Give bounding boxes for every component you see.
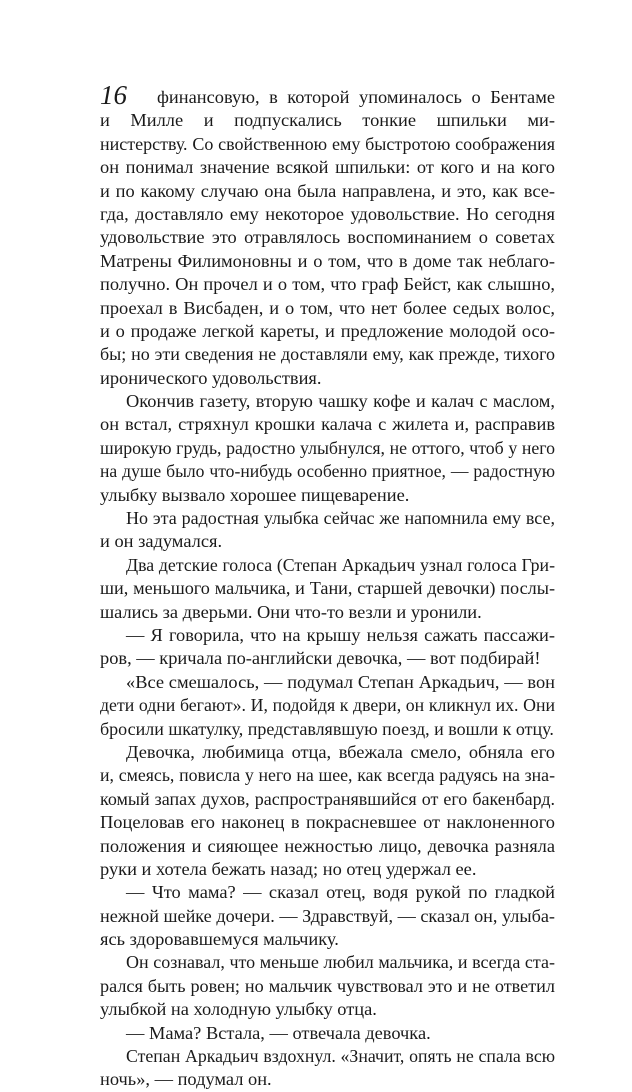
text-line: — Я говорила, что на крышу нельзя сажать пассажи-	[126, 624, 555, 645]
body-text	[100, 86, 555, 1092]
text-line: и, смеясь, повисла у него на шее, как всегда радуясь на зна-	[100, 765, 555, 786]
text-line: иронического удовольствия.	[100, 367, 322, 388]
text-line: Он сознавал, что меньше любил мальчика, и всегда ста-	[126, 952, 555, 973]
text-line: удовольствие это отравлялось воспоминанием о советах	[100, 227, 555, 248]
text-line: ши, меньшого мальчика, и Тани, старшей девочки) послы-	[100, 578, 555, 599]
text-line: финансовую, в которой упоминалось о Бентаме	[157, 87, 555, 107]
text-line: Окончив газету, вторую чашку кофе и калач с маслом,	[126, 391, 555, 412]
text-line: он встал, стряхнул крошки калача с жилета и, расправив	[100, 414, 555, 435]
text-line: — Мама? Встала, — отвечала девочка.	[126, 1022, 431, 1043]
text-line: гда, доставляло ему некоторое удовольствие. Но сегодня	[100, 203, 555, 224]
text-line: получно. Он прочел и о том, что граф Бейст, как слышно,	[100, 274, 555, 295]
text-line: и Милле и подпускались тонкие шпильки ми-	[100, 110, 555, 131]
text-line: ясь здоровавшемуся мальчику.	[100, 929, 339, 950]
text-line: — Что мама? — сказал отец, водя рукой по гладкой	[126, 882, 555, 903]
text-line: и по какому случаю она была направлена, и это, как все-	[100, 180, 555, 201]
text-line: рался быть ровен; но мальчик чувствовал это и не ответил	[100, 975, 555, 996]
text-line: на душе было что-нибудь особенно приятное, — радостную	[100, 461, 555, 482]
text-line: Девочка, любимица отца, вбежала смело, обняла его	[126, 741, 555, 762]
text-line: руки и хотела бежать назад; но отец удержал ее.	[100, 858, 477, 879]
text-line: Но эта радостная улыбка сейчас же напомнила ему все,	[126, 508, 555, 529]
text-line: Матрены Филимоновны и о том, что в доме так неблаго-	[100, 250, 555, 271]
text-line: ночь», — подумал он.	[100, 1069, 272, 1090]
text-line: нежной шейке дочери. — Здравствуй, — сказал он, улыба-	[100, 905, 555, 926]
text-line: Степан Аркадьич вздохнул. «Значит, опять не спала всю	[126, 1046, 555, 1067]
text-line: улыбку вызвало хорошее пищеварение.	[100, 484, 410, 505]
text-line: бы; но эти сведения не доставляли ему, как прежде, тихого	[100, 344, 555, 365]
text-line: Два детские голоса (Степан Аркадьич узнал голоса Гри-	[126, 554, 555, 575]
text-line: широкую грудь, радостно улыбнулся, не оттого, чтоб у него	[100, 437, 555, 458]
text-line: шались за дверьми. Они что-то везли и уронили.	[100, 601, 482, 622]
text-line: положения и сияющее нежностью лицо, девочка разняла	[100, 835, 555, 856]
text-line: нистерству. Со свойственною ему быстротою соображения	[100, 133, 555, 154]
page-number: 16	[100, 80, 127, 110]
text-line: и о продаже легкой кареты, и предложение молодой осо-	[100, 320, 555, 341]
text-line: он понимал значение всякой шпильки: от кого и на кого	[100, 157, 555, 178]
text-line: бросили шкатулку, представлявшую поезд, и вошли к отцу.	[100, 718, 554, 739]
text-line: Поцеловав его наконец в покрасневшее от наклоненного	[100, 812, 555, 833]
text-line: «Все смешалось, — подумал Степан Аркадьич, — вон	[126, 671, 555, 692]
text-line: ров, — кричала по-английски девочка, — вот подбирай!	[100, 648, 541, 669]
text-line: и он задумался.	[100, 531, 223, 552]
text-line: проехал в Висбаден, и о том, что нет более седых волос,	[100, 297, 555, 318]
text-line: улыбкой на холодную улыбку отца.	[100, 999, 377, 1020]
text-line: дети одни бегают». И, подойдя к двери, он кликнул их. Они	[100, 695, 555, 716]
text-line: комый запах духов, распространявшийся от его бакенбард.	[100, 788, 555, 809]
